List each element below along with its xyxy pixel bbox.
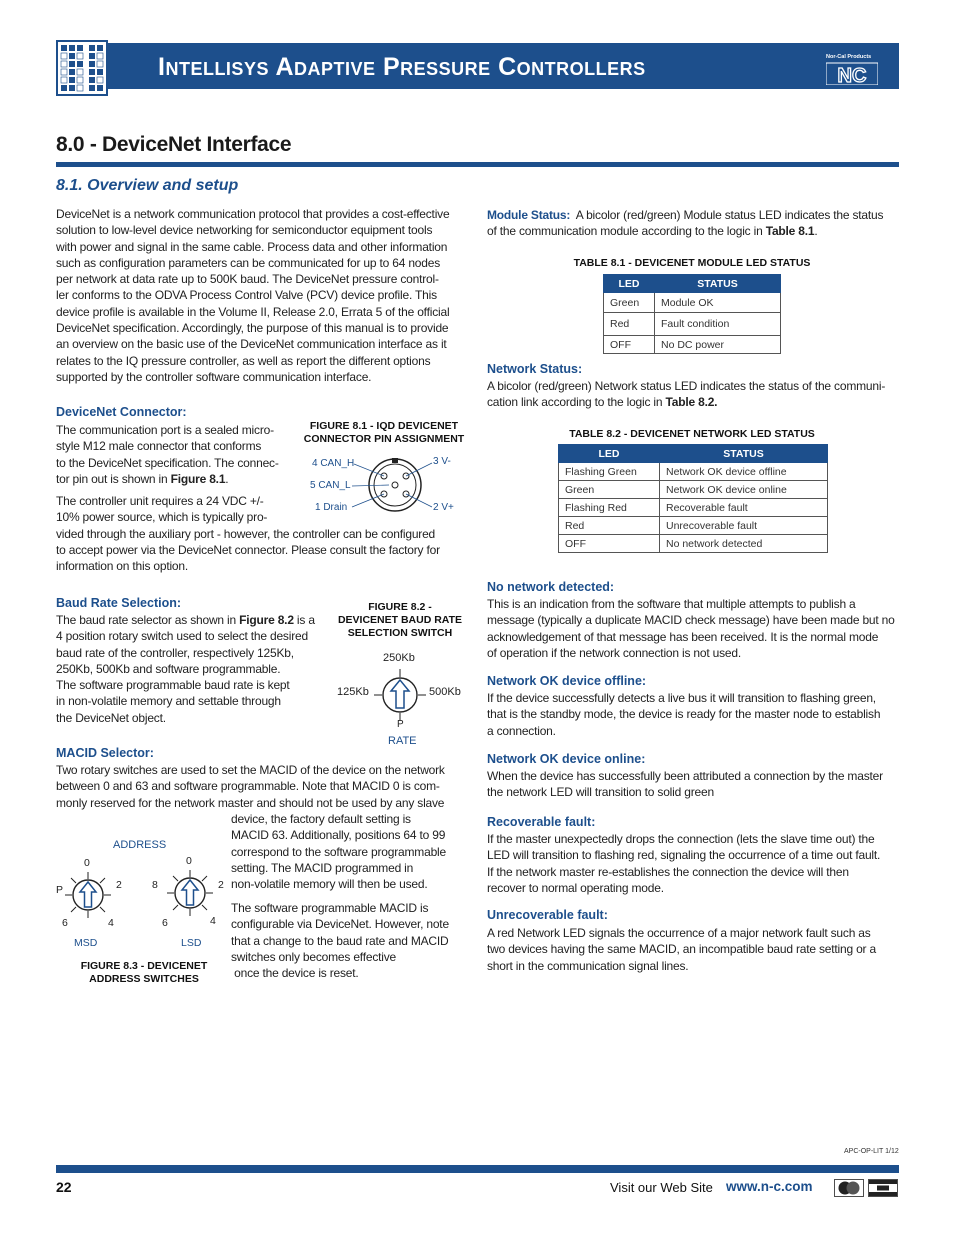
network-status-heading: Network Status:	[487, 362, 583, 376]
table-8-2-caption: TABLE 8.2 - DEVICENET NETWORK LED STATUS	[569, 428, 815, 440]
online-heading: Network OK device online:	[487, 752, 646, 766]
section-title: 8.0 - DeviceNet Interface	[56, 133, 292, 156]
text-line: acknowledgement of that message has been received. It is the normal mode	[487, 629, 879, 644]
text-line: between 0 and 63 and software programmable. Note that MACID 0 is com-	[56, 779, 440, 794]
mastercard-icon	[834, 1179, 864, 1202]
text-line: supported by the controller software communication interface.	[56, 369, 372, 384]
table-row	[559, 481, 828, 499]
brand-text: Nor-Cal Products	[826, 54, 872, 60]
table-cell: No DC power	[655, 336, 781, 354]
connector-paragraph	[56, 422, 296, 487]
table-header-row	[604, 275, 781, 293]
lsd-8-label: 8	[152, 879, 158, 891]
text-line: cation link according to the logic in Table 8.2.	[487, 395, 718, 410]
table-row	[559, 517, 828, 535]
baud-paragraph	[56, 612, 326, 726]
text-line: This is an indication from the software that multiple attempts to publish a	[487, 597, 856, 611]
text-line: to accept power via the DeviceNet connector. Please consult the factory for	[56, 542, 440, 557]
text-line: ler conforms to the ODVA Process Control Valve (PCV) device profile. This	[56, 288, 437, 303]
macid-software-paragraph	[231, 900, 471, 981]
table-cell: Recoverable fault	[660, 499, 828, 517]
visa-card-icon	[868, 1179, 898, 1202]
text-line: monly reserved for the network master and should not be used by any slave	[56, 795, 445, 810]
table-row	[559, 535, 828, 553]
lsd-4-label: 4	[210, 915, 216, 927]
table-cell: Unrecoverable fault	[660, 517, 828, 535]
figure-8-1-caption: FIGURE 8.1 - IQD DEVICENET CONNECTOR PIN ASSIGNMENT	[303, 420, 465, 445]
macid-paragraph-cont	[231, 811, 471, 892]
module-status-heading: Module Status:	[487, 208, 571, 222]
text-line: such as configuration parameters can be communicated for up to 64 nodes	[56, 255, 441, 270]
lsd-6-label: 6	[162, 917, 168, 929]
rate-label: RATE	[388, 735, 417, 747]
address-label: ADDRESS	[113, 839, 167, 851]
text-line: baud rate of the controller, respectively 125Kb,	[56, 645, 294, 660]
network-led-table	[558, 444, 828, 553]
table-cell: OFF	[604, 336, 655, 354]
table-cell: Module OK	[655, 293, 781, 313]
module-status-paragraph	[487, 207, 907, 240]
baud-125kb-label: 125Kb	[337, 686, 369, 698]
text-line: vided through the auxiliary port - however, the controller can be configured	[56, 526, 436, 541]
text-line: to the DeviceNet specification. The connec-	[56, 455, 279, 470]
recoverable-paragraph	[487, 831, 907, 896]
table-reference: Table 8.2.	[665, 395, 718, 410]
figure-8-2-caption: FIGURE 8.2 - DEVICENET BAUD RATE SELECTION SWITCH	[337, 601, 463, 639]
table-row	[604, 293, 781, 313]
text-line: message (typically a duplicate MACID check message) have been made but no	[487, 613, 895, 628]
text-line: If the device successfully detects a live bus it will transition to flashing green,	[487, 691, 876, 705]
recoverable-heading: Recoverable fault:	[487, 815, 596, 829]
text-line: DeviceNet specification. Accordingly, the purpose of this manual is to provide	[56, 321, 449, 336]
text-line: The software programmable baud rate is kept	[56, 678, 290, 693]
lsd-rotary-switch-icon	[166, 869, 214, 922]
text-line: The software programmable MACID is	[231, 901, 429, 915]
text-line: that is the standby mode, the device is ready for the master node to establish	[487, 707, 881, 722]
text-line: switches only becomes effective	[231, 949, 396, 964]
figure-reference: Figure 8.2	[239, 613, 294, 627]
text-line: configurable via DeviceNet. However, note	[231, 917, 449, 932]
macid-heading: MACID Selector:	[56, 746, 154, 760]
text-line: Two rotary switches are used to set the MACID of the device on the network	[56, 763, 445, 777]
table-cell: Flashing Green	[559, 463, 660, 481]
text-line: that a change to the baud rate and MACID	[231, 933, 449, 948]
text-line: A bicolor (red/green) Network status LED indicates the status of the communi-	[487, 379, 886, 393]
text-line: setting. The MACID programmed in	[231, 860, 414, 875]
table-row	[559, 499, 828, 517]
text-line: solution to low-level device networking for semiconductor equipment tools	[56, 223, 433, 238]
unrecoverable-paragraph	[487, 925, 907, 974]
text-line: A red Network LED signals the occurrence of a major network fault such as	[487, 926, 871, 940]
text-line: with power and signal in the same cable. Process data and other information	[56, 239, 448, 254]
baud-heading: Baud Rate Selection:	[56, 596, 182, 610]
figure-reference: Figure 8.1	[170, 471, 226, 486]
text-line: 4 position rotary switch used to select the desired	[56, 629, 308, 644]
text-line: If the network master re-establishes the connection the device will then	[487, 864, 849, 879]
table-cell: No network detected	[660, 535, 828, 553]
section-divider	[56, 162, 899, 167]
text-line: the DeviceNet object.	[56, 710, 166, 725]
table-cell: Red	[559, 517, 660, 535]
table-reference: Table 8.1	[765, 224, 815, 239]
table-row	[604, 336, 781, 354]
text-line: a connection.	[487, 723, 556, 738]
svg-text:NC: NC	[837, 65, 867, 85]
offline-heading: Network OK device offline:	[487, 674, 647, 688]
text-line: device profile is available in the Volume II, Release 2.0, Errata 5 of the official	[56, 304, 450, 319]
unrecoverable-heading: Unrecoverable fault:	[487, 908, 608, 922]
website-link[interactable]: www.n-c.com	[726, 1179, 813, 1194]
msd-label: MSD	[74, 937, 98, 949]
msd-rotary-switch-icon	[64, 871, 112, 924]
lsd-2-label: 2	[218, 879, 224, 891]
table-cell: Red	[604, 313, 655, 336]
table-cell: Green	[559, 481, 660, 499]
text-line: LED will transition to flashing red, signaling the occurrence of a time out fault.	[487, 848, 881, 863]
column-header: STATUS	[660, 445, 828, 463]
text-line: an overview on the basic use of the DeviceNet communication interface as it	[56, 337, 447, 352]
nc-brand-logo-icon	[826, 55, 878, 85]
text-line: per network at data rate up to 500K baud. The DeviceNet pressure control-	[56, 272, 439, 287]
msd-6-label: 6	[62, 917, 68, 929]
table-cell: Network OK device online	[660, 481, 828, 499]
connector-heading: DeviceNet Connector:	[56, 405, 187, 419]
table-row	[559, 463, 828, 481]
text-line: 250Kb, 500Kb and software programmable.	[56, 661, 281, 676]
network-status-paragraph	[487, 378, 907, 411]
table-cell: Fault condition	[655, 313, 781, 336]
column-header: LED	[559, 445, 660, 463]
online-paragraph	[487, 768, 907, 801]
text-line: Module Status: A bicolor (red/green) Module status LED indicates the status	[487, 208, 884, 222]
msd-0-label: 0	[84, 857, 90, 869]
text-line: relates to the IQ pressure controller, as well as report the different options	[56, 353, 431, 368]
pin-5-label: 5 CAN_L	[310, 480, 351, 491]
text-line: information on this option.	[56, 559, 189, 574]
table-cell: Network OK device offline	[660, 463, 828, 481]
text-line: of the communication module according to the logic in Table 8.1.	[487, 224, 818, 239]
text-line: in non-volatile memory and settable through	[56, 694, 281, 709]
lsd-label: LSD	[181, 937, 202, 949]
pin-2-label: 2 V+	[433, 502, 454, 513]
msd-p-label: P	[56, 884, 64, 896]
module-led-table	[603, 274, 781, 354]
text-line: The baud rate selector as shown in Figure 8.2 is a	[56, 613, 315, 627]
text-line: device, the factory default setting is	[231, 812, 411, 826]
visit-text: Visit our Web Site	[610, 1180, 713, 1195]
text-line: The communication port is a sealed micro-	[56, 423, 274, 437]
msd-2-label: 2	[116, 879, 122, 891]
text-line: once the device is reset.	[231, 966, 359, 981]
text-line: two devices having the same MACID, an incompatible baud rate setting or a	[487, 942, 876, 957]
macid-paragraph	[56, 762, 476, 811]
footer-divider	[56, 1165, 899, 1173]
text-line: non-volatile memory will then be used.	[231, 877, 428, 892]
pin-4-label: 4 CAN_H	[312, 458, 355, 469]
subsection-title: 8.1. Overview and setup	[56, 177, 239, 194]
intro-paragraph	[56, 206, 476, 385]
table-cell: Flashing Red	[559, 499, 660, 517]
msd-4-label: 4	[108, 917, 114, 929]
table-header-row	[559, 445, 828, 463]
text-line: When the device has successfully been attributed a connection by the master	[487, 769, 883, 783]
baud-p-label: P	[397, 719, 404, 730]
figure-8-3-caption: FIGURE 8.3 - DEVICENET ADDRESS SWITCHES	[80, 960, 208, 985]
lsd-0-label: 0	[186, 855, 192, 867]
offline-paragraph	[487, 690, 907, 739]
text-line: style M12 male connector that conforms	[56, 439, 262, 454]
text-line: tor pin out is shown in Figure 8.1.	[56, 471, 229, 486]
text-line: short in the communication signal lines.	[487, 958, 689, 973]
table-cell: OFF	[559, 535, 660, 553]
document-code: APC-OP-LIT 1/12	[844, 1148, 899, 1155]
text-line: If the master unexpectedly drops the connection (lets the slave time out) the	[487, 832, 875, 846]
text-line: correspond to the software programmable	[231, 844, 446, 859]
pin-3-label: 3 V-	[433, 456, 451, 467]
table-8-1-caption: TABLE 8.1 - DEVICENET MODULE LED STATUS	[573, 257, 811, 269]
text-line: MACID 63. Additionally, positions 64 to 99	[231, 828, 446, 843]
company-logo-icon	[56, 40, 108, 96]
text-line: of operation if the network connection is not used.	[487, 645, 741, 660]
column-header: STATUS	[655, 275, 781, 293]
page-number: 22	[56, 1179, 72, 1195]
baud-500kb-label: 500Kb	[429, 686, 461, 698]
text-line: 10% power source, which is typically pro-	[56, 510, 268, 525]
column-header: LED	[604, 275, 655, 293]
header-title: Intellisys Adaptive Pressure Controllers	[158, 53, 646, 81]
text-line: recover to normal operating mode.	[487, 880, 664, 895]
text-line: The controller unit requires a 24 VDC +/-	[56, 494, 264, 508]
table-cell: Green	[604, 293, 655, 313]
text-line: DeviceNet is a network communication protocol that provides a cost-effective	[56, 207, 450, 221]
table-row	[604, 313, 781, 336]
no-network-paragraph	[487, 596, 907, 661]
baud-250kb-label: 250Kb	[383, 652, 415, 664]
no-network-heading: No network detected:	[487, 580, 615, 594]
pin-1-label: 1 Drain	[315, 502, 348, 513]
baud-rate-switch-icon	[372, 667, 428, 728]
text-line: the network LED will transition to solid green	[487, 785, 714, 800]
